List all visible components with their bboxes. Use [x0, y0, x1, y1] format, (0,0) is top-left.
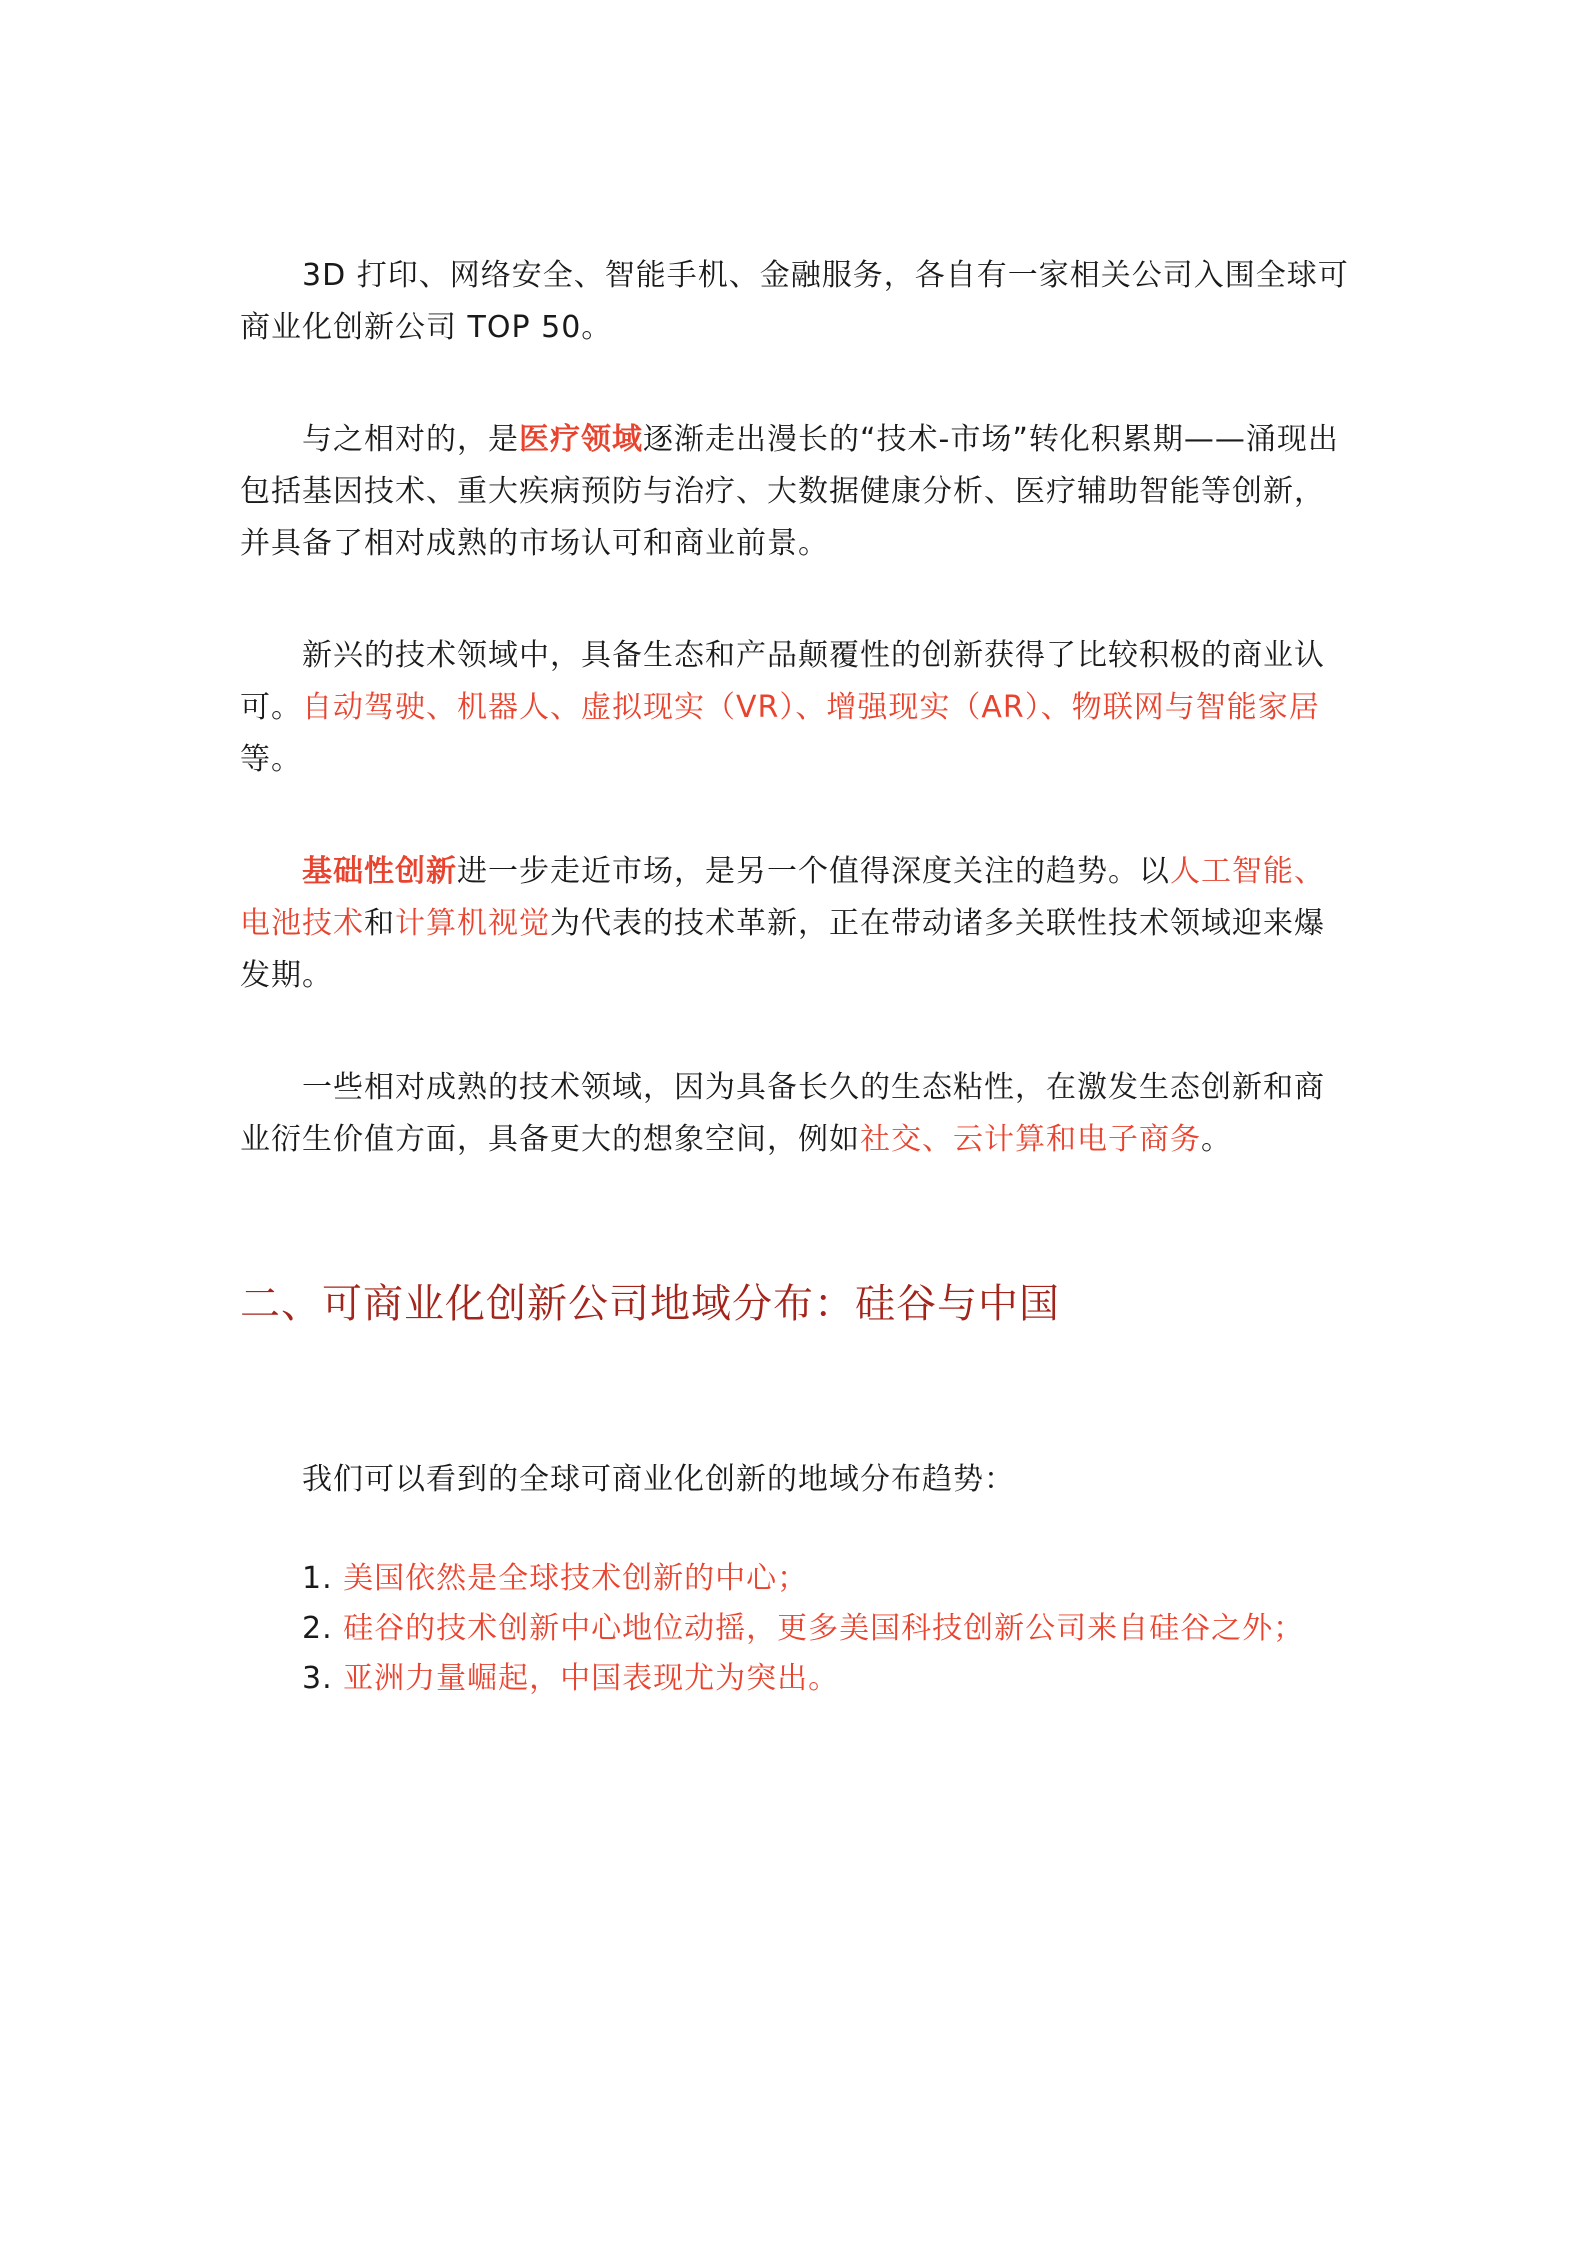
list-item: [240, 1554, 1350, 1604]
paragraph-4-text-b: 进一步走近市场，是另一个值得深度关注的趋势。以: [457, 854, 1170, 889]
section-heading: 二、可商业化创新公司地域分布：硅谷与中国: [240, 1281, 1060, 1327]
intro-text: 我们可以看到的全球可商业化创新的地域分布趋势：: [302, 1462, 1015, 1497]
list-item: [240, 1654, 1350, 1704]
paragraph-2-text-a: 与之相对的，是: [302, 422, 519, 457]
list-item-number: 3.: [302, 1661, 333, 1696]
paragraph-3-text-a: 新兴的技术领域中，具备生态和产品颠覆性的创新获得了比较积极的商业认可。: [240, 638, 1325, 725]
list-item-text: 美国依然是全球技术创新的中心；: [343, 1561, 809, 1596]
list-item-number: 2.: [302, 1611, 333, 1646]
list-item-text: 亚洲力量崛起，中国表现尤为突出。: [343, 1661, 840, 1696]
trend-list: [240, 1554, 1350, 1704]
paragraph-3-text-c: 等。: [240, 742, 302, 777]
paragraph-2-text-c: 逐渐走出漫长的“技术-市场”转化积累期——涌现出包括基因技术、重大疾病预防与治疗、大数据健康分析、医疗辅助智能等创新，并具备了相对成熟的市场认可和商业前景。: [240, 422, 1339, 561]
paragraph-5: [240, 1062, 1350, 1166]
paragraph-3: [240, 630, 1350, 786]
paragraph-1-text: 3D 打印、网络安全、智能手机、金融服务，各自有一家相关公司入围全球可商业化创新公司 TOP 50。: [240, 258, 1349, 345]
paragraph-2: [240, 414, 1350, 570]
paragraph-1: [240, 250, 1350, 354]
paragraph-4: [240, 846, 1350, 1002]
list-item-text: 硅谷的技术创新中心地位动摇，更多美国科技创新公司来自硅谷之外；: [343, 1611, 1305, 1646]
paragraph-4-text-f: 为代表的技术革新，正在带动诸多关联性技术领域迎来爆发期。: [240, 906, 1325, 993]
list-item: [240, 1604, 1350, 1654]
intro-paragraph: [240, 1454, 1350, 1506]
highlight-social-cloud-ecommerce: 社交、云计算和电子商务: [860, 1122, 1201, 1157]
list-item-number: 1.: [302, 1561, 333, 1596]
highlight-emerging-tech: 自动驾驶、机器人、虚拟现实（VR）、增强现实（AR）、物联网与智能家居: [302, 690, 1320, 725]
highlight-foundational-innovation: 基础性创新: [302, 854, 457, 889]
paragraph-5-text-a: 一些相对成熟的技术领域，因为具备长久的生态粘性，在激发生态创新和商业衍生价值方面，具备更大的想象空间，例如: [240, 1070, 1325, 1157]
highlight-ai-battery: 人工智能、电池技术: [240, 854, 1325, 941]
paragraph-5-text-c: 。: [1201, 1122, 1232, 1157]
paragraph-4-text-d: 和: [364, 906, 395, 941]
highlight-medical-field: 医疗领域: [519, 422, 643, 457]
highlight-computer-vision: 计算机视觉: [395, 906, 550, 941]
document-body: [240, 250, 1350, 1704]
